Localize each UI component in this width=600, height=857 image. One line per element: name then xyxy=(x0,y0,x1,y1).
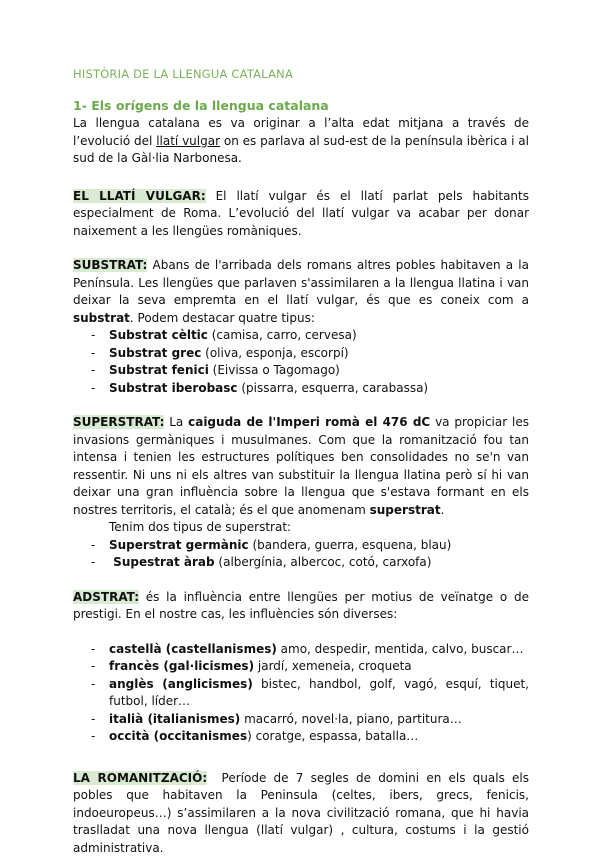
list-item xyxy=(91,345,529,363)
item-name: Substrat fenici xyxy=(109,363,209,377)
item-examples: (bandera, guerra, esquena, blau) xyxy=(249,538,452,552)
llati-vulgar-text: El llatí vulgar és el llatí parlat pels habitants especialment de Roma. L’evolució del llatí vulgar va acabar per donar naixement a les llengües romàniques. xyxy=(73,189,529,238)
adstrat-text: és la influència entre llengües per motius de veïnatge o de prestigi. En el nostre cas, les influències són diverses: xyxy=(73,590,529,622)
substrat-text-b: . Podem destacar quatre tipus: xyxy=(130,311,315,325)
item-name: Substrat iberobasc xyxy=(109,381,238,395)
item-name: occità (occitanismes xyxy=(109,729,247,743)
intro-text-end: on es parlava al sud-est de la península ibèrica i al sud de la Gàl·lia Narbonesa. xyxy=(73,134,529,166)
superstrat-text-b: va propiciar les invasions germàniques i musulmanes. Com que la romanització fou tan intensa i tenien les estructures polítiques ben consolidades no se'n van ressentir. Ni uns ni els altres van substituir la llengua llatina però sí hi van deixar una gran influència sobre la llengua que s'estava formant en els nostres territoris, el català; és el que anomenam xyxy=(73,415,529,517)
adstrat-paragraph xyxy=(73,589,529,624)
item-name: Superstrat germànic xyxy=(109,538,249,552)
list-item xyxy=(91,658,529,676)
item-examples: amo, despedir, mentida, calvo, buscar… xyxy=(277,642,524,656)
superstrat-text-c: . xyxy=(441,503,445,517)
llati-vulgar-label: EL LLATÍ VULGAR: xyxy=(73,189,206,203)
romanitzacio-label: LA ROMANITZACIÓ: xyxy=(73,771,207,785)
superstrat-paragraph xyxy=(73,414,529,519)
item-examples: (camisa, carro, cervesa) xyxy=(208,328,357,342)
item-name: castellà (castellanismes) xyxy=(109,642,277,656)
romanitzacio-text: Període de 7 segles de domini en els quals els pobles que habitaven la Peninsula (celtes, ibers, grecs, fenicis, indoeuropeus…) s’assimilaren a la nova civilització romana, que hi havia traslladat una nova llengua (llatí vulgar) , cultura, costums i la gestió administrativa. xyxy=(73,771,533,855)
list-item xyxy=(91,327,529,345)
superstrat-term: superstrat xyxy=(370,503,441,517)
list-item xyxy=(91,676,529,711)
list-item xyxy=(91,554,529,572)
item-examples: (albergínia, albercoc, cotó, carxofa) xyxy=(215,555,432,569)
item-name: anglès (anglicismes) xyxy=(109,677,253,691)
substrat-text-a: Abans de l'arribada dels romans altres pobles habitaven a la Península. Les llengües que parlaven s'assimilaren a la llengua llatina i van deixar la seva empremta en el llatí vulgar, és que es coneix com a xyxy=(73,258,529,307)
substrat-term: substrat xyxy=(73,311,130,325)
list-item xyxy=(91,728,529,746)
section-heading: 1- Els orígens de la llengua catalana xyxy=(73,97,529,115)
adstrat-list xyxy=(73,641,529,746)
substrat-label: SUBSTRAT: xyxy=(73,258,147,272)
llati-vulgar-link: llatí vulgar xyxy=(156,134,220,148)
romanitzacio-paragraph xyxy=(73,770,529,857)
item-name: Substrat grec xyxy=(109,346,201,360)
item-name: Substrat cèltic xyxy=(109,328,208,342)
llati-vulgar-paragraph xyxy=(73,188,529,241)
superstrat-label: SUPERSTRAT: xyxy=(73,415,164,429)
superstrat-list xyxy=(73,537,529,572)
item-examples: jardí, xemeneia, croqueta xyxy=(254,659,412,673)
substrat-paragraph xyxy=(73,257,529,327)
list-item xyxy=(91,537,529,555)
document-title: HISTÒRIA DE LA LLENGUA CATALANA xyxy=(73,66,529,84)
item-examples: (Eivissa o Tagomago) xyxy=(209,363,340,377)
spacer xyxy=(73,624,529,641)
superstrat-text-a: La xyxy=(164,415,188,429)
intro-paragraph xyxy=(73,115,529,168)
list-item xyxy=(91,362,529,380)
item-examples: ) coratge, espassa, batalla… xyxy=(247,729,418,743)
item-examples: macarró, novel·la, piano, partitura… xyxy=(240,712,462,726)
item-name: francès (gal·licismes) xyxy=(109,659,254,673)
intro-text-start: La llengua catalana es va originar a l’alta edat mitjana a través de l’evolució del xyxy=(73,116,529,148)
adstrat-label: ADSTRAT: xyxy=(73,590,139,604)
list-item xyxy=(91,380,529,398)
superstrat-intro: Tenim dos tipus de superstrat: xyxy=(73,519,529,537)
item-examples: (pissarra, esquerra, carabassa) xyxy=(238,381,429,395)
substrat-list xyxy=(73,327,529,397)
superstrat-bold-a: caiguda de l'Imperi romà el 476 dC xyxy=(188,415,430,429)
item-examples: bistec, handbol, golf, vagó, esquí, tiquet, futbol, líder… xyxy=(109,677,529,709)
item-name: italià (italianismes) xyxy=(109,712,240,726)
item-name: Supestrat àrab xyxy=(109,555,215,569)
document-page xyxy=(73,66,529,857)
item-examples: (oliva, esponja, escorpí) xyxy=(201,346,348,360)
list-item xyxy=(91,641,529,659)
list-item xyxy=(91,711,529,729)
